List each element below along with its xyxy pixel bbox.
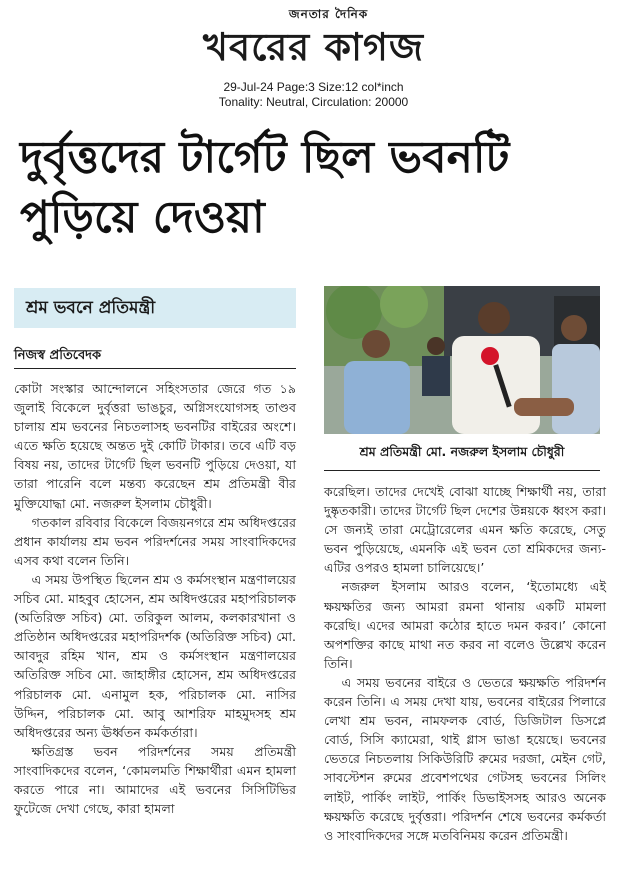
headline — [20, 128, 620, 248]
clipping-date-page: 29-Jul-24 Page:3 Size:12 col*inch — [223, 80, 404, 94]
paragraph: ক্ষতিগ্রস্ত ভবন পরিদর্শনের সময় প্রতিমন্ত্রী সাংবাদিকদের বলেন, ‘কোমলমতি শিক্ষার্থীরা এমন হামলা করতে পারে না। আমাদের এই ভবনের সিসিটিভির ফুটেজে দেখা গেছে, কারা হামলা — [14, 743, 296, 817]
newspaper-name: খবরের কাগজ — [203, 25, 424, 69]
byline: নিজস্ব প্রতিবেদক — [14, 348, 102, 363]
article-column-1 — [14, 379, 296, 818]
masthead — [0, 6, 627, 68]
photo-caption: শ্রম প্রতিমন্ত্রী মো. নজরুল ইসলাম চৌধুরী — [359, 444, 565, 459]
paragraph: কোটা সংস্কার আন্দোলনে সহিংসতার জেরে গত ১৯ জুলাই বিকেলে দুর্বৃত্তরা ভাঙচুর, অগ্নিসংযোগসহ তাণ্ডব চালায় শ্রম ভবনের নিচতলাসহ ভবনটির বাইরের অংশে। এতে ক্ষতি হয়েছে অন্তত দুই কোটি টাকার। তবে এটি বড় বিষয় নয়, তাদের টার্গেট ছিল ভবনটি পুড়িয়ে দেওয়া, যা তারা পারেনি বলে মন্তব্য করেছেন শ্রম প্রতিমন্ত্রী বীর মুক্তিযোদ্ধা মো. নজরুল ইসলাম চৌধুরী। — [14, 381, 296, 511]
article-photo — [324, 286, 600, 434]
caption-rule — [324, 470, 600, 471]
masthead-tagline: জনতার দৈনিক — [288, 7, 369, 21]
paragraph: এ সময় উপস্থিত ছিলেন শ্রম ও কর্মসংস্থান মন্ত্রণালয়ের সচিব মো. মাহবুব হোসেন, শ্রম অধিদপ্তরের মহাপরিচালক (অতিরিক্ত সচিব) মো. তরিকুল আলম, কলকারখানা ও প্রতিষ্ঠান অধিদপ্তরের মহাপরিদর্শক (অতিরিক্ত সচিব) মো. আবদুর রহিম খান, শ্রম ও কর্মসংস্থান মন্ত্রণালয়ের অতিরিক্ত সচিব মো. জাহাঙ্গীর হোসেন, শ্রম অধিদপ্তরের পরিচালক মো. এনামুল হক, পরিচালক মো. নাসির উদ্দিন, পরিচালক মো. আবু আশরিফ মাহমুদসহ শ্রম অধিদপ্তরের অন্য ঊর্ধ্বতন কর্মকর্তারা। — [14, 571, 296, 740]
kicker: শ্রম ভবনে প্রতিমন্ত্রী — [14, 288, 296, 328]
clipping-tonality: Tonality: Neutral, Circulation: 20000 — [218, 95, 409, 109]
article-column-2 — [324, 482, 606, 845]
headline-line-1: দুর্বৃত্তদের টার্গেট ছিল ভবনটি — [20, 132, 510, 183]
paragraph: গতকাল রবিবার বিকেলে বিজয়নগরে শ্রম অধিদপ্তরের প্রধান কার্যালয় শ্রম ভবন পরিদর্শনের সময় সাংবাদিকদের এসব কথা বলেন তিনি। — [14, 514, 296, 568]
paragraph: নজরুল ইসলাম আরও বলেন, ‘ইতোমধ্যে এই ক্ষয়ক্ষতির জন্য আমরা রমনা থানায় একটি মামলা করেছি। এদের আমরা কঠোর হাতে দমন করব।’ কোনো অপশক্তির কাছে মাথা নত করব না বলেও উল্লেখ করেন তিনি। — [324, 579, 606, 671]
paragraph: করেছিল। তাদের দেখেই বোঝা যাচ্ছে শিক্ষার্থী নয়, তারা দুষ্কৃতকারী। তাদের টার্গেট ছিল দেশের উন্নয়কে ধ্বংস করা। সে জন্যই তারা মেট্রোরেলের এমন ক্ষতি করেছে, সেতু ভবন পুড়িয়েছে, এমনকি এই ভবন তো শ্রমিকদের জন্য- এটির ওপরও হামলা চালিয়েছে।’ — [324, 484, 606, 576]
byline-rule — [14, 368, 296, 369]
clipping-meta — [0, 80, 627, 110]
headline-line-2: পুড়িয়ে দেওয়া — [20, 192, 265, 243]
paragraph: এ সময় ভবনের বাইরে ও ভেতরে ক্ষয়ক্ষতি পরিদর্শন করেন তিনি। এ সময় দেখা যায়, ভবনের বাইরের পিলারে লেখা শ্রম ভবন, নামফলক বোর্ড, ডিজিটাল ডিসপ্লে বোর্ড, সিসি ক্যামেরা, থাই গ্লাস ভাঙা হয়েছে। ভবনের ভেতরে নিচতলায় সিকিউরিটি রুমের দরজা, মেইন গেট, সাবস্টেশন রুমের প্রবেশপথের গেটসহ ভবনের সিলিং লাইট, পার্কিং লাইট, পার্কিং ডিভাইসসহ আরও অনেক ক্ষয়ক্ষতি করেছে দুর্বৃত্তরা। পরিদর্শন শেষে ভবনের কর্মকর্তা ও সাংবাদিকদের সঙ্গে মতবিনিময় করেন প্রতিমন্ত্রী। — [324, 674, 606, 843]
